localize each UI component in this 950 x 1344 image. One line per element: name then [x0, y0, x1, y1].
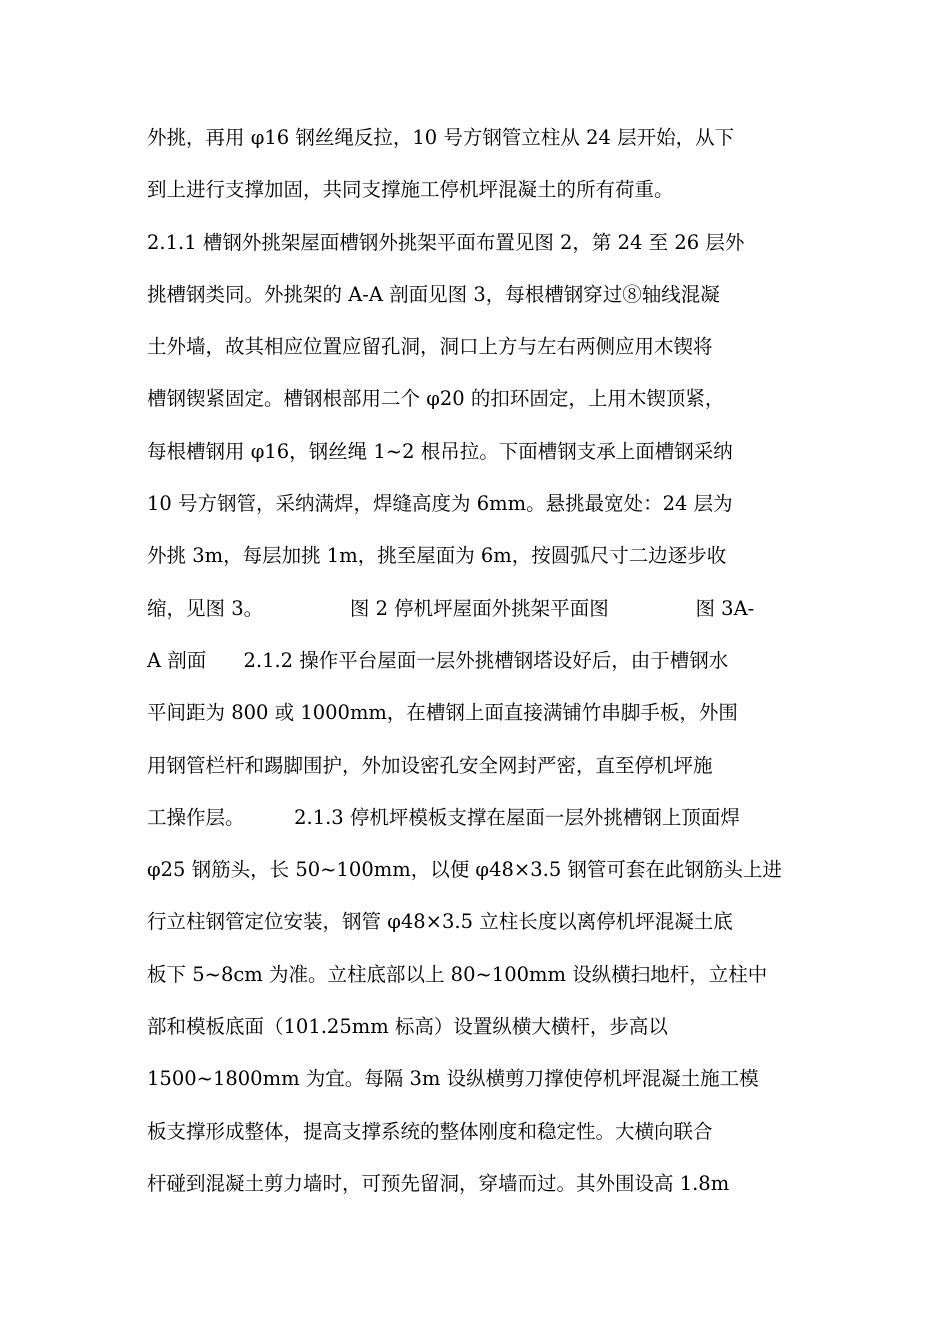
text-line: 板下 5~8cm 为准。立柱底部以上 80~100mm 设纵横扫地杆，立柱中 — [147, 962, 768, 986]
text-line: φ25 钢筋头，长 50~100mm，以便 φ48×3.5 钢管可套在此钢筋头上进 — [147, 858, 782, 882]
text-line: 杆碰到混凝土剪力墙时，可预先留洞，穿墙而过。其外围设高 1.8m — [147, 1171, 730, 1195]
text-line: 外挑 3m，每层加挑 1m，挑至屋面为 6m，按圆弧尺寸二边逐步收 — [147, 544, 727, 568]
text-line: 1500~1800mm 为宜。每隔 3m 设纵横剪刀撑使停机坪混凝土施工模 — [147, 1067, 759, 1091]
text-line: 缩，见图 3。 图 2 停机坪屋面外挑架平面图 图 3A- — [147, 596, 755, 620]
text-line: 行立柱钢管定位安装，钢管 φ48×3.5 立柱长度以离停机坪混凝土底 — [147, 910, 733, 934]
text-line: 10 号方钢管，采纳满焊，焊缝高度为 6mm。悬挑最宽处：24 层为 — [147, 492, 733, 516]
text-line: 挑槽钢类同。外挑架的 A-A 剖面见图 3，每根槽钢穿过⑧轴线混凝 — [147, 282, 720, 306]
text-line: 平间距为 800 或 1000mm，在槽钢上面直接满铺竹串脚手板，外围 — [147, 701, 738, 725]
text-line: 槽钢锲紧固定。槽钢根部用二个 φ20 的扣环固定，上用木锲顶紧， — [147, 387, 725, 411]
text-line: 2.1.1 槽钢外挑架屋面槽钢外挑架平面布置见图 2，第 24 至 26 层外 — [147, 230, 745, 254]
text-line: 用钢管栏杆和踢脚围护，外加设密孔安全网封严密，直至停机坪施 — [147, 753, 713, 777]
text-line: A 剖面 2.1.2 操作平台屋面一层外挑槽钢塔设好后，由于槽钢水 — [147, 648, 729, 672]
text-line: 部和模板底面（101.25mm 标高）设置纵横大横杆，步高以 — [147, 1015, 668, 1039]
text-line: 工操作层。 2.1.3 停机坪模板支撑在屋面一层外挑槽钢上顶面焊 — [147, 805, 740, 829]
text-line: 土外墙，故其相应位置应留孔洞，洞口上方与左右两侧应用木锲将 — [147, 335, 713, 359]
body-text — [147, 118, 807, 1216]
text-line: 每根槽钢用 φ16，钢丝绳 1~2 根吊拉。下面槽钢支承上面槽钢采纳 — [147, 439, 733, 463]
text-line: 板支撑形成整体，提高支撑系统的整体刚度和稳定性。大横向联合 — [147, 1119, 713, 1143]
text-line: 外挑，再用 φ16 钢丝绳反拉，10 号方钢管立柱从 24 层开始，从下 — [147, 126, 735, 149]
text-line: 到上进行支撑加固，共同支撑施工停机坪混凝土的所有荷重。 — [147, 178, 674, 202]
